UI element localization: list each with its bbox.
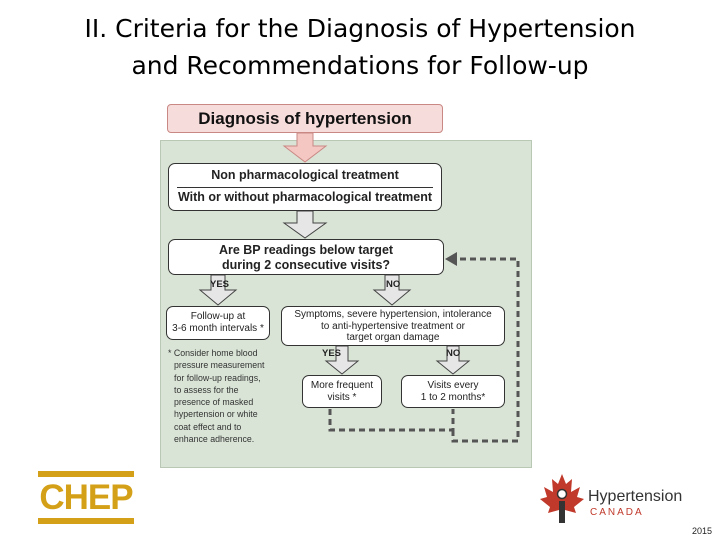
treatment-line-1: Non pharmacological treatment: [211, 168, 399, 182]
hypertension-canada-name: Hypertension: [588, 488, 683, 505]
symptoms-line-2: to anti-hypertensive treatment or: [321, 320, 465, 332]
slide-title-line-2: and Recommendations for Follow-up: [131, 51, 589, 80]
hypertension-canada-sub: CANADA: [590, 507, 644, 518]
symptoms-line-3: target organ damage: [346, 332, 440, 343]
followup-line-1: Follow-up at: [190, 311, 246, 322]
bp-question-line-1: Are BP readings below target: [218, 243, 394, 257]
bp-question-line-2: during 2 consecutive visits?: [221, 258, 391, 272]
footnote-line: hypertension or white: [174, 409, 258, 420]
more-frequent-line-2: visits *: [327, 392, 357, 403]
footnote-line: * Consider home blood: [168, 348, 258, 358]
more-frequent-line-1: More frequent: [310, 380, 374, 391]
followup-line-2: 3-6 month intervals *: [172, 323, 264, 334]
no-label-2: NO: [446, 348, 461, 359]
symptoms-line-1: Symptoms, severe hypertension, intolerance: [294, 309, 492, 320]
year-label: 2015: [691, 526, 712, 536]
footnote-line: for follow-up readings,: [174, 372, 261, 383]
footnote-line: to assess for the: [174, 384, 239, 395]
yes-label: YES: [210, 279, 230, 290]
footnote-line: presence of masked: [174, 397, 254, 408]
footnote-line: enhance adherence.: [174, 434, 255, 445]
no-label: NO: [386, 279, 401, 290]
footnote-line: coat effect and to: [174, 421, 242, 432]
chep-wordmark: CHEP: [39, 478, 133, 517]
diagnosis-box: Diagnosis of hypertension: [167, 104, 443, 133]
visits-every-line-2: 1 to 2 months*: [420, 392, 486, 403]
slide-title-line-1: II. Criteria for the Diagnosis of Hypertension: [84, 14, 636, 43]
visits-every-line-1: Visits every: [427, 380, 479, 391]
footnote-line: pressure measurement: [174, 360, 265, 371]
treatment-line-2: With or without pharmacological treatment: [177, 190, 433, 204]
yes-label-2: YES: [322, 348, 342, 359]
